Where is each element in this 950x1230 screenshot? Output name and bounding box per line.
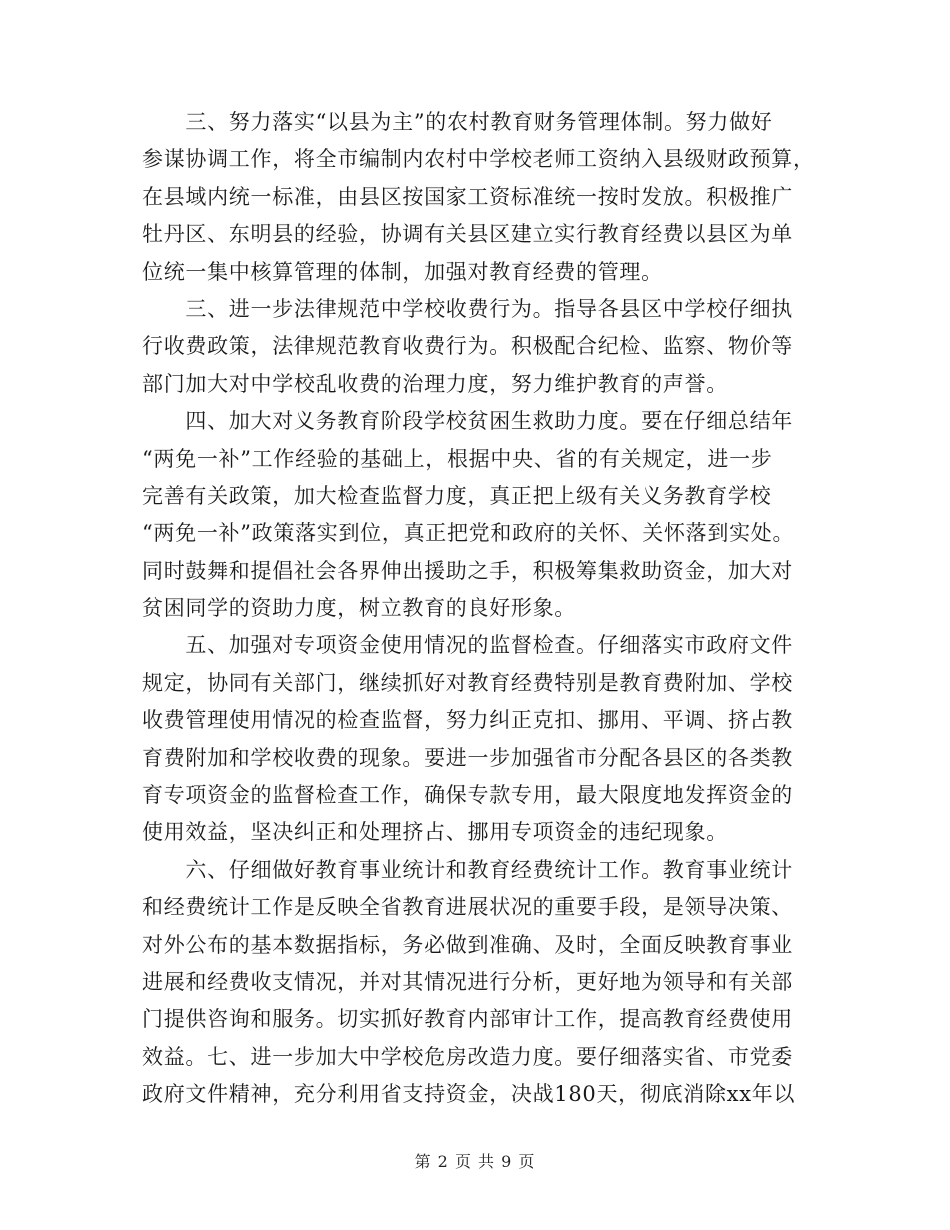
text-line: 牡丹区、东明县的经验，协调有关县区建立实行教育经费以县区为单 <box>142 222 793 247</box>
text-line: 同时鼓舞和提倡社会各界伸出援助之手，积极筹集救助资金，加大对 <box>142 558 793 583</box>
text-line: 三、努力落实“以县为主”的农村教育财务管理体制。努力做好 <box>142 110 773 134</box>
text-line: 对外公布的基本数据指标，务必做到准确、及时，全面反映教育事业 <box>142 932 793 957</box>
text-line: 贫困同学的资助力度，树立教育的良好形象。 <box>142 596 576 621</box>
text-line: “两免一补”政策落实到位，真正把党和政府的关怀、关怀落到实处。 <box>142 521 795 546</box>
text-line: 育专项资金的监督检查工作，确保专款专用，最大限度地发挥资金的 <box>142 783 793 808</box>
document-body <box>142 104 815 1114</box>
text-line: 收费管理使用情况的检查监督，努力纠正克扣、挪用、平调、挤占教 <box>142 708 793 733</box>
text-line: 位统一集中核算管理的体制，加强对教育经费的管理。 <box>142 259 663 284</box>
text-line: 三、进一步法律规范中学校收费行为。指导各县区中学校仔细执 <box>142 296 793 321</box>
text-line: 进展和经费收支情况，并对其情况进行分析，更好地为领导和有关部 <box>142 969 793 994</box>
page-number-footer: 第 2 页 共 9 页 <box>414 1152 536 1171</box>
text-line: 参谋协调工作，将全市编制内农村中学校老师工资纳入县级财政预算， <box>142 147 815 172</box>
text-line: 和经费统计工作是反映全省教育进展状况的重要手段，是领导决策、 <box>142 895 793 920</box>
text-line: 完善有关政策，加大检查监督力度，真正把上级有关义务教育学校 <box>142 483 772 508</box>
text-line: 行收费政策，法律规范教育收费行为。积极配合纪检、监察、物价等 <box>142 334 793 359</box>
text-line: 政府文件精神，充分利用省支持资金，决战180天，彻底消除xx年以 <box>142 1082 796 1107</box>
text-line: 效益。七、进一步加大中学校危房改造力度。要仔细落实省、市党委 <box>142 1044 793 1069</box>
text-line: 育费附加和学校收费的现象。要进一步加强省市分配各县区的各类教 <box>142 745 793 770</box>
text-line: “两免一补”工作经验的基础上，根据中央、省的有关规定，进一步 <box>142 446 773 471</box>
text-line: 部门加大对中学校乱收费的治理力度，努力维护教育的声誉。 <box>142 371 728 396</box>
text-line: 六、仔细做好教育事业统计和教育经费统计工作。教育事业统计 <box>142 857 793 882</box>
text-line: 四、加大对义务教育阶段学校贫困生救助力度。要在仔细总结年 <box>142 409 793 434</box>
text-line: 门提供咨询和服务。切实抓好教育内部审计工作，提高教育经费使用 <box>142 1007 793 1032</box>
text-line: 在县域内统一标准，由县区按国家工资标准统一按时发放。积极推广 <box>142 184 793 209</box>
text-line: 规定，协同有关部门，继续抓好对教育经费特别是教育费附加、学校 <box>142 670 793 695</box>
text-line: 使用效益，坚决纠正和处理挤占、挪用专项资金的违纪现象。 <box>142 820 728 845</box>
text-line: 五、加强对专项资金使用情况的监督检查。仔细落实市政府文件 <box>142 633 793 658</box>
